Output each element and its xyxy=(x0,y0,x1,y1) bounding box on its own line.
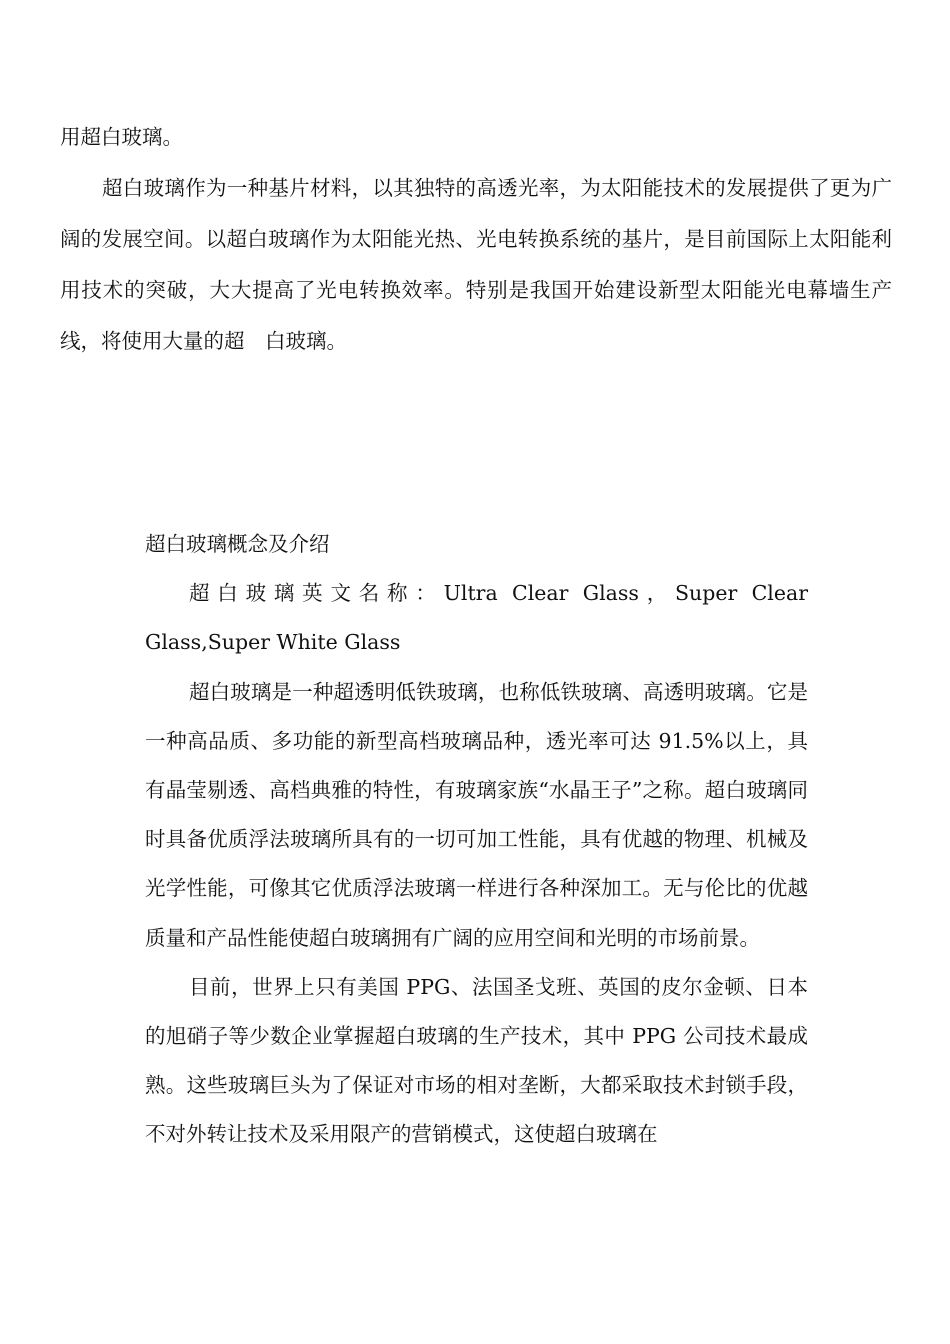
main-text-block xyxy=(145,520,808,1160)
solar-paragraph: 超白玻璃作为一种基片材料，以其独特的高透光率，为太阳能技术的发展提供了更为广阔的发展空间。以超白玻璃作为太阳能光热、光电转换系统的基片，是目前国际上太阳能利用技术的突破，大大提高了光电转换效率。特别是我国开始建设新型太阳能光电幕墙生产线，将使用大量的超 白玻璃。 xyxy=(60,176,892,353)
section-title: 超白玻璃概念及介绍 xyxy=(145,532,330,556)
top-text-block xyxy=(60,112,892,367)
english-names-paragraph: 超白玻璃英文名称：Ultra Clear Glass，Super Clear Glass,Super White Glass xyxy=(145,581,808,655)
continuation-line: 用超白玻璃。 xyxy=(60,125,183,149)
producers-paragraph: 目前，世界上只有美国 PPG、法国圣戈班、英国的皮尔金顿、日本的旭硝子等少数企业掌握超白玻璃的生产技术，其中 PPG 公司技术最成熟。这些玻璃巨头为了保证对市场的相对垄断，大都采取技术封锁手段，不对外转让技术及采用限产的营销模式，这使超白玻璃在 xyxy=(145,974,808,1147)
definition-paragraph: 超白玻璃是一种超透明低铁玻璃，也称低铁玻璃、高透明玻璃。它是一种高品质、多功能的新型高档玻璃品种，透光率可达 91.5%以上，具有晶莹剔透、高档典雅的特性，有玻璃家族“水晶王子”之称。超白玻璃同时具备优质浮法玻璃所具有的一切可加工性能，具有优越的物理、机械及光学性能，可像其它优质浮法玻璃一样进行各种深加工。无与伦比的优越质量和产品性能使超白玻璃拥有广阔的应用空间和光明的市场前景。 xyxy=(145,679,808,950)
